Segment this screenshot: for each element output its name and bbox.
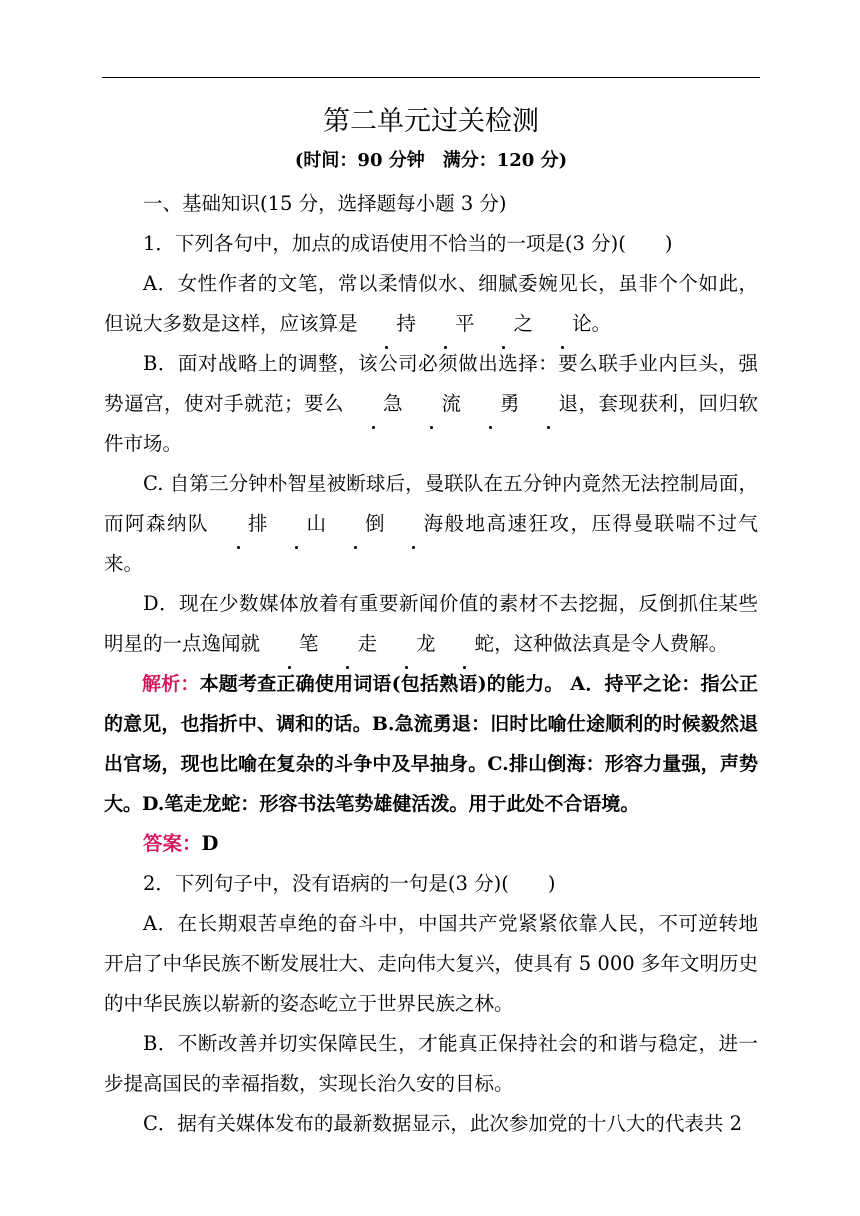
q2-option-c: C．据有关媒体发布的最新数据显示，此次参加党的十八大的代表共 2 [143, 1112, 743, 1135]
analysis-text: 本题考查正确使用词语(包括熟语)的能力。 A．持平之论：指公正的意见，也指折中、调和的话。B.急流勇退：旧时比喻仕途顺利的时候毅然退出官场，现也比喻在复杂的斗争中及早抽身。C.排山倒海：形容力量强，声势大。D.笔走龙蛇：形容书法笔势雄健活泼。用于此处不合语境。 [104, 673, 758, 815]
header-rule [102, 77, 760, 78]
q2-option-a: A．在长期艰苦卓绝的奋斗中，中国共产党紧紧依靠人民，不可逆转地开启了中华民族不断发展壮大、走向伟大复兴，使具有 5 000 多年文明历史的中华民族以崭新的姿态屹立于世界民族之林。 [104, 912, 758, 1015]
document-body [104, 104, 758, 1144]
page-title: 第二单元过关检测 [323, 106, 539, 137]
q1-option-d: D．现在少数媒体放着有重要新闻价值的素材不去挖掘，反倒抓住某些明星的一点逸闻就 笔 走 龙 蛇，这种做法真是令人费解。 [104, 584, 758, 664]
dotted-idiom: 持 平 之 论 [358, 312, 592, 335]
q1-option-c: C. 自第三分钟朴智星被断球后，曼联队在五分钟内竟然无法控制局面，而阿森纳队 排 山 倒 海般地高速狂攻，压得曼联喘不过气来。 [104, 472, 758, 575]
answer-label: 答案： [143, 832, 202, 855]
section-heading: 一、基础知识(15 分，选择题每小题 3 分) [143, 192, 507, 215]
q1-answer [104, 824, 758, 864]
exam-info: (时间：90 分钟 满分：120 分) [294, 150, 568, 171]
q1-option-a: A．女性作者的文笔，常以柔情似水、细腻委婉见长，虽非个个如此，但说大多数是这样，应该算是 持 平 之 论。 [104, 264, 758, 344]
dotted-idiom: 排 山 倒 海 [209, 512, 443, 535]
analysis-label: 解析： [142, 673, 200, 695]
q1-option-b: B．面对战略上的调整，该公司必须做出选择：要么联手业内巨头，强势逼宫，使对手就范；要么 急 流 勇 退，套现获利，回归软件市场。 [104, 352, 758, 455]
dotted-idiom: 急 流 勇 退 [344, 392, 578, 415]
dotted-idiom: 笔 走 龙 蛇 [260, 632, 494, 655]
answer-value: D [201, 832, 219, 855]
q1-analysis [104, 664, 758, 824]
question-2-stem: 2．下列句子中，没有语病的一句是(3 分)( ) [143, 872, 556, 895]
question-1-stem: 1．下列各句中，加点的成语使用不恰当的一项是(3 分)( ) [143, 232, 673, 255]
q2-option-b: B．不断改善并切实保障民生，才能真正保持社会的和谐与稳定，进一步提高国民的幸福指数，实现长治久安的目标。 [104, 1032, 758, 1095]
